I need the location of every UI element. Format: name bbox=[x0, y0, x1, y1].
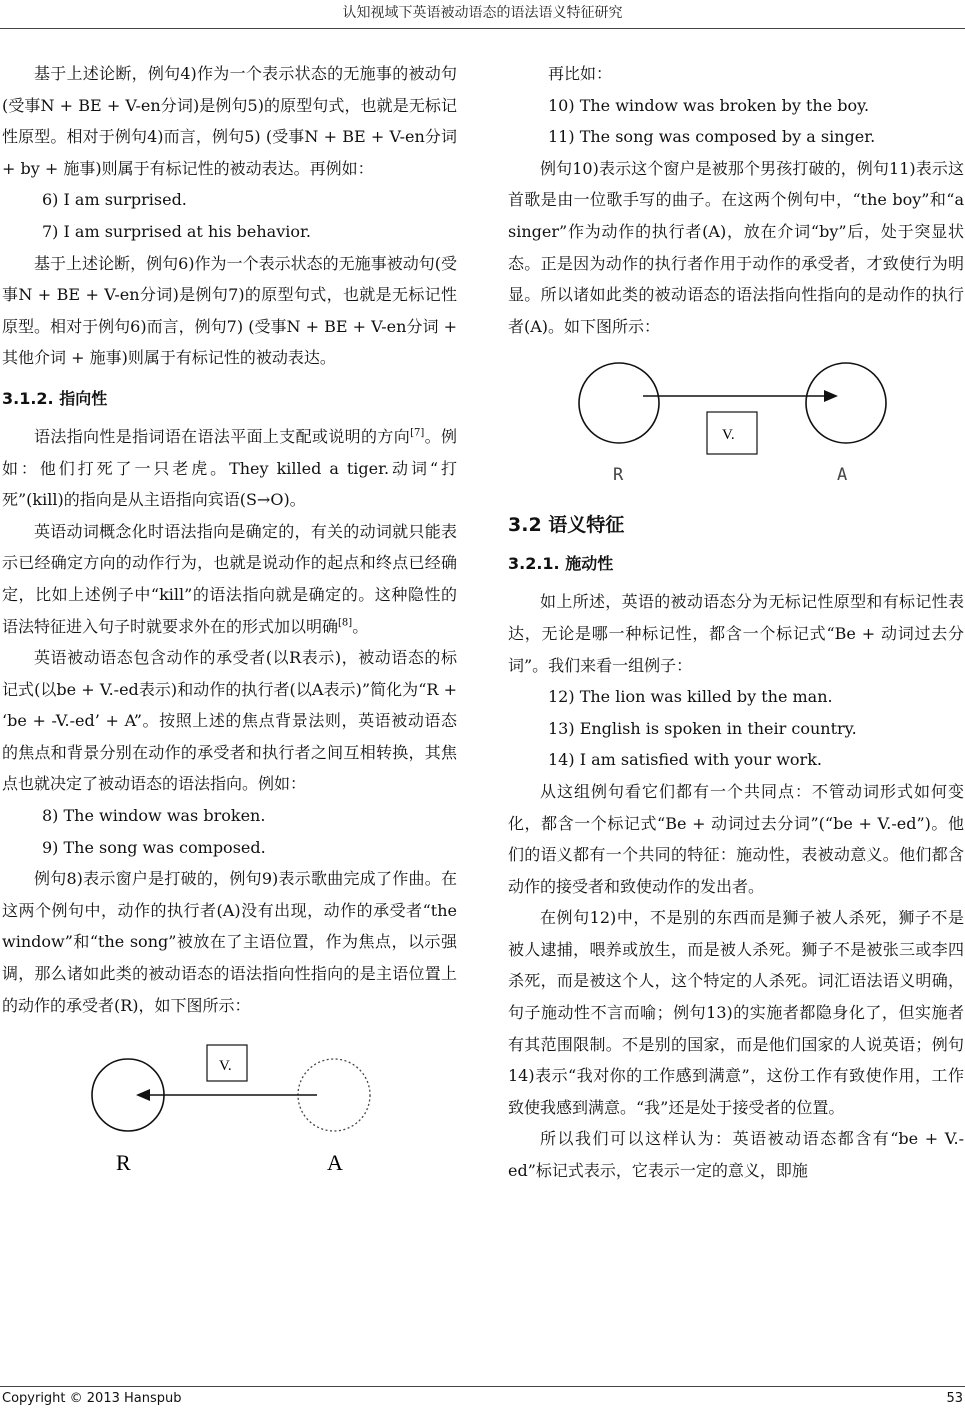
paragraph: 在例句12)中，不是别的东西而是狮子被人杀死，狮子不是被人逮捕，喂养或放生，而是被人杀死。狮子不是被张三或李四杀死，而是被这个人，这个特定的人杀死。词汇语法语义明确，句子施动性不言而喻；例句13)的实施者都隐身化了，但实施者有其范围限制。不是别的国家，而是他们国家的人说英语；例句14)表示“我对你的工作感到满意”，这份工作有致使作用，工作致使我感到满意。“我”还是处于接受者的位置。 bbox=[508, 908, 964, 1117]
paragraph: 再比如： bbox=[548, 64, 613, 83]
receiver-circle bbox=[579, 363, 659, 443]
example-sentence: 8) The window was broken. bbox=[42, 806, 266, 826]
paragraph bbox=[2, 516, 457, 642]
paragraph: 所以我们可以这样认为：英语被动语态都含有“be + V.-ed”标记式表示，它表示一定的意义，即施 bbox=[508, 1129, 964, 1181]
paragraph: 基于上述论断，例句4)作为一个表示状态的无施事的被动句(受事N + BE + V-en分词)是例句5)的原型句式，也就是无标记性原型。相对于例句4)而言，例句5) (受事N + BE + V-en分词 + by + 施事)则属于有标记性的被动表达。再例如： bbox=[2, 64, 457, 178]
section-heading-3-1-2: 3.1.2. 指向性 bbox=[2, 388, 108, 408]
paragraph-text: 英语动词概念化时语法指向是确定的，有关的动词就只能表示已经确定方向的动作行为，也就是说动作的起点和终点已经确定，比如上述例子中“kill”的语法指向就是确定的。这种隐性的语法特征进入句子时就要求外在的形式加以明确 bbox=[2, 521, 457, 636]
diagram-figure-2 bbox=[508, 352, 964, 488]
paragraph-text: 。例如：他们打死了一只老虎。They killed a tiger.动词“打死”(kill)的指向是从主语指向宾语(S→O)。 bbox=[2, 426, 457, 510]
page-footer bbox=[0, 1386, 965, 1409]
section-heading-3-2-1: 3.2.1. 施动性 bbox=[508, 554, 614, 574]
receiver-label: R bbox=[116, 1150, 131, 1176]
example-sentence: 12) The lion was killed by the man. bbox=[548, 687, 833, 707]
right-column bbox=[508, 58, 964, 1187]
example-sentence: 14) I am satisfied with your work. bbox=[548, 750, 822, 770]
example-sentence: 9) The song was composed. bbox=[42, 837, 266, 857]
paragraph: 基于上述论断，例句6)作为一个表示状态的无施事被动句(受事N + BE + V-en分词)是例句7)的原型句式，也就是无标记性原型。相对于例句6)而言，例句7) (受事N + BE + V-en分词 + 其他介词 + 施事)则属于有标记性的被动表达。 bbox=[2, 253, 457, 368]
paragraph-text: 语法指向性是指词语在语法平面上支配或说明的方向 bbox=[34, 426, 411, 446]
agent-label: A bbox=[837, 465, 848, 486]
page-number: 53 bbox=[946, 1391, 963, 1406]
example-sentence: 11) The song was composed by a singer. bbox=[548, 127, 876, 147]
paragraph: 从这组例句看它们都有一个共同点：不管动词形式如何变化，都含一个标记式“Be + 动词过去分词”(“be + V.-ed”)。他们的语义都有一个共同的特征：施动性，表被动意义。他们都含动作的接受者和致使动作的发出者。 bbox=[508, 781, 964, 896]
paragraph bbox=[2, 421, 457, 516]
receiver-label: R bbox=[613, 465, 624, 486]
example-sentence: 7) I am surprised at his behavior. bbox=[42, 221, 311, 241]
diagram-svg bbox=[2, 1039, 457, 1175]
running-header-title: 认知视域下英语被动语态的语法语义特征研究 bbox=[342, 5, 623, 21]
example-sentence: 13) English is spoken in their country. bbox=[548, 718, 857, 738]
diagram-figure-1 bbox=[2, 1039, 457, 1175]
citation-ref[interactable]: [7] bbox=[410, 427, 425, 439]
verb-label: V. bbox=[219, 1058, 232, 1075]
example-sentence: 10) The window was broken by the boy. bbox=[548, 95, 870, 115]
agent-circle bbox=[806, 363, 886, 443]
section-heading-3-2: 3.2 语义特征 bbox=[508, 514, 625, 537]
agent-label: A bbox=[327, 1150, 343, 1176]
running-header bbox=[0, 2, 965, 29]
paragraph-text: 。 bbox=[352, 616, 369, 636]
paragraph: 如上所述，英语的被动语态分为无标记性原型和有标记性表达，无论是哪一种标记性，都含一个标记式“Be + 动词过去分词”。我们来看一组例子： bbox=[508, 592, 964, 675]
arrowhead bbox=[824, 390, 838, 402]
copyright-notice: Copyright © 2013 Hanspub bbox=[2, 1391, 182, 1406]
citation-ref[interactable]: [8] bbox=[338, 617, 353, 629]
example-sentence: 6) I am surprised. bbox=[42, 190, 187, 210]
diagram-svg bbox=[508, 352, 964, 488]
paragraph: 例句8)表示窗户是打破的，例句9)表示歌曲完成了作曲。在这两个例句中，动作的执行者(A)没有出现，动作的承受者“the window”和“the song”被放在了主语位置，作为焦点，以示强调，那么诸如此类的被动语态的语法指向性指向的是主语位置上的动作的承受者(R)，如下图所示： bbox=[2, 869, 457, 1015]
paragraph: 英语被动语态包含动作的承受者(以R表示)，被动语态的标记式(以be + V.-ed表示)和动作的执行者(以A表示)”简化为“R + ‘be + -V.-ed’ + A”。按照上述的焦点背景法则，英语被动语态的焦点和背景分别在动作的承受者和执行者之间互相转换，其焦点也就决定了被动语态的语法指向。例如： bbox=[2, 648, 457, 794]
paragraph: 例句10)表示这个窗户是被那个男孩打破的，例句11)表示这首歌是由一位歌手写的曲子。在这两个例句中，“the boy”和“a singer”作为动作的执行者(A)，放在介词“by”后，处于突显状态。正是因为动作的执行者作用于动作的承受者，才致使行为明显。所以诸如此类的被动语态的语法指向性指向的是动作的执行者(A)。如下图所示： bbox=[508, 158, 964, 336]
verb-label: V. bbox=[722, 427, 735, 444]
arrowhead bbox=[136, 1089, 150, 1101]
left-column bbox=[2, 58, 457, 1175]
